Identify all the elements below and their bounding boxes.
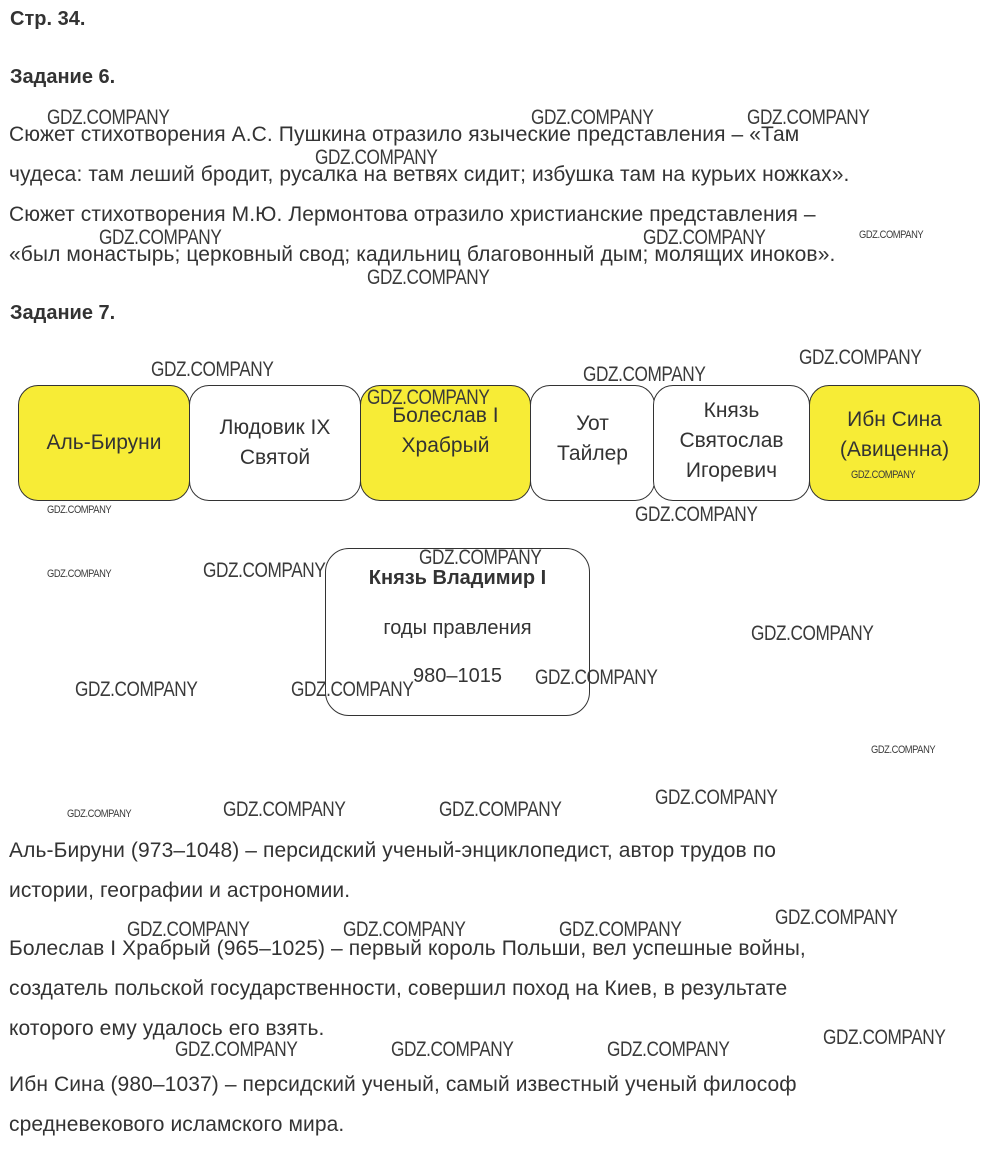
watermark: GDZ.COMPANY (751, 622, 874, 645)
watermark: GDZ.COMPANY (747, 106, 870, 129)
task-6-text (9, 115, 974, 275)
watermark: GDZ.COMPANY (99, 226, 222, 249)
watermark: GDZ.COMPANY (151, 358, 274, 381)
center-years: 980–1015 (413, 665, 502, 687)
watermark: GDZ.COMPANY (859, 229, 924, 241)
watermark: GDZ.COMPANY (47, 106, 170, 129)
text-line: «был монастырь; церковный свод; кадильниц благовонный дым; молящих иноков». (9, 243, 836, 266)
watermark: GDZ.COMPANY (47, 568, 112, 580)
watermark: GDZ.COMPANY (643, 226, 766, 249)
box-label: Уот Тайлер (557, 412, 628, 465)
watermark: GDZ.COMPANY (635, 503, 758, 526)
center-box-vladimir (325, 548, 590, 716)
text-line: которого ему удалось его взять. (9, 1017, 325, 1040)
box-label: Людовик IX Святой (219, 416, 331, 469)
watermark: GDZ.COMPANY (223, 798, 346, 821)
watermark: GDZ.COMPANY (203, 559, 326, 582)
text-line: Сюжет стихотворения М.Ю. Лермонтова отразило христианские представления – (9, 203, 816, 226)
box-ibn-sina (809, 385, 980, 501)
box-svyatoslav (653, 385, 810, 501)
text-line: чудеса: там леший бродит, русалка на ветвях сидит; избушка там на курьих ножках». (9, 163, 850, 186)
box-wat-tyler (530, 385, 655, 501)
box-label: Аль-Бируни (46, 431, 162, 454)
center-title: Князь Владимир I (368, 567, 547, 589)
watermark: GDZ.COMPANY (315, 146, 438, 169)
task-7-notes (9, 831, 974, 911)
watermark: GDZ.COMPANY (75, 678, 198, 701)
watermark: GDZ.COMPANY (367, 266, 490, 289)
watermark: GDZ.COMPANY (419, 546, 542, 569)
page-number: Стр. 34. (10, 8, 86, 30)
watermark: GDZ.COMPANY (655, 786, 778, 809)
text-line: Болеслав I Храбрый (965–1025) – первый король Польши, вел успешные войны, (9, 937, 806, 960)
watermark: GDZ.COMPANY (535, 666, 658, 689)
watermark: GDZ.COMPANY (367, 386, 490, 409)
watermark: GDZ.COMPANY (531, 106, 654, 129)
watermark: GDZ.COMPANY (343, 918, 466, 941)
text-line: средневекового исламского мира. (9, 1113, 345, 1136)
watermark: GDZ.COMPANY (799, 346, 922, 369)
watermark: GDZ.COMPANY (67, 808, 132, 820)
box-boleslaw-i (360, 385, 531, 501)
watermark: GDZ.COMPANY (439, 798, 562, 821)
task-6-title: Задание 6. (10, 66, 116, 88)
watermark: GDZ.COMPANY (391, 1038, 514, 1061)
box-label: Ибн Сина (Авиценна) (839, 408, 950, 461)
box-label: Болеслав I Храбрый (392, 404, 499, 457)
watermark: GDZ.COMPANY (775, 906, 898, 929)
box-label: Князь Святослав Игоревич (679, 399, 784, 482)
watermark: GDZ.COMPANY (47, 504, 112, 516)
task-7-title: Задание 7. (10, 302, 116, 324)
watermark: GDZ.COMPANY (559, 918, 682, 941)
text-line: Ибн Сина (980–1037) – персидский ученый, самый известный ученый философ (9, 1073, 797, 1096)
text-line: истории, географии и астрономии. (9, 879, 351, 902)
text-line: Аль-Бируни (973–1048) – персидский ученый-энциклопедист, автор трудов по (9, 839, 776, 862)
center-subtitle: годы правления (383, 617, 532, 639)
text-line: создатель польской государственности, совершил поход на Киев, в результате (9, 977, 788, 1000)
watermark: GDZ.COMPANY (871, 744, 936, 756)
watermark: GDZ.COMPANY (823, 1026, 946, 1049)
box-louis-ix (189, 385, 361, 501)
watermark: GDZ.COMPANY (175, 1038, 298, 1061)
watermark: GDZ.COMPANY (583, 363, 706, 386)
watermark: GDZ.COMPANY (127, 918, 250, 941)
watermark: GDZ.COMPANY (291, 678, 414, 701)
task-7-notes (9, 929, 974, 1049)
watermark: GDZ.COMPANY (851, 469, 916, 481)
task-7-notes (9, 1065, 974, 1145)
text-line: Сюжет стихотворения А.С. Пушкина отразило языческие представления – «Там (9, 123, 800, 146)
box-al-biruni (18, 385, 190, 501)
watermark: GDZ.COMPANY (607, 1038, 730, 1061)
